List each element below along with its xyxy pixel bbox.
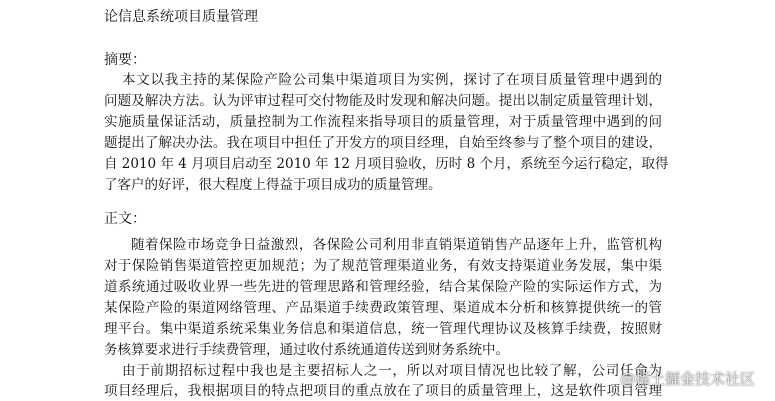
abstract-line: 题提出了解决办法。我在项目中担任了开发方的项目经理，自始至终参与了整个项目的建设，: [104, 135, 662, 151]
body-line: 随着保险市场竞争日益激烈，各保险公司利用非直销渠道销售产品逐年上升，监管机构: [131, 237, 662, 253]
body-line: 由于前期招标过程中我也是主要招标人之一，所以对项目情况也比较了解，公司任命为: [122, 363, 662, 379]
body-line: 项目经理后，我根据项目的特点把项目的重点放在了项目的质量管理上，这是软件项目管理: [104, 383, 662, 399]
document-title: 论信息系统项目质量管理: [104, 9, 258, 25]
abstract-line: 实施质量保证活动，质量控制为工作流程来指导项目的质量管理，对于质量管理中遇到的问: [104, 114, 662, 130]
body-line: 道系统通过吸收业界一些先进的管理思路和管理经验，结合某保险产险的实际运作方式，为: [104, 279, 662, 295]
abstract-line: 自 2010 年 4 月项目启动至 2010 年 12 月项目验收，历时 8 个月，系统至今运行稳定，取得: [104, 156, 669, 172]
abstract-line: 本文以我主持的某保险产险公司集中渠道项目为实例，探讨了在项目质量管理中遇到的: [122, 72, 662, 88]
body-line: 理平台。集中渠道系统采集业务信息和渠道信息，统一管理代理协议及核算手续费，按照财: [104, 321, 662, 337]
abstract-line: 了客户的好评，很大程度上得益于项目成功的质量管理。: [104, 177, 442, 193]
body-line: 对于保险销售渠道管控更加规范；为了规范管理渠道业务，有效支持渠道业务发展，集中渠: [104, 258, 662, 274]
watermark: @稀土掘金技术社区: [620, 370, 756, 388]
abstract-heading: 摘要：: [104, 52, 146, 68]
abstract-line: 问题及解决方法。认为评审过程可交付物能及时发现和解决问题。提出以制定质量管理计划，: [104, 93, 662, 109]
body-line: 某保险产险的渠道网络管理、产品渠道手续费政策管理、渠道成本分析和核算提供统一的管: [104, 300, 662, 316]
body-line: 务核算要求进行手续费管理，通过收付系统通道传送到财务系统中。: [104, 342, 509, 358]
body-heading: 正文：: [104, 211, 146, 227]
